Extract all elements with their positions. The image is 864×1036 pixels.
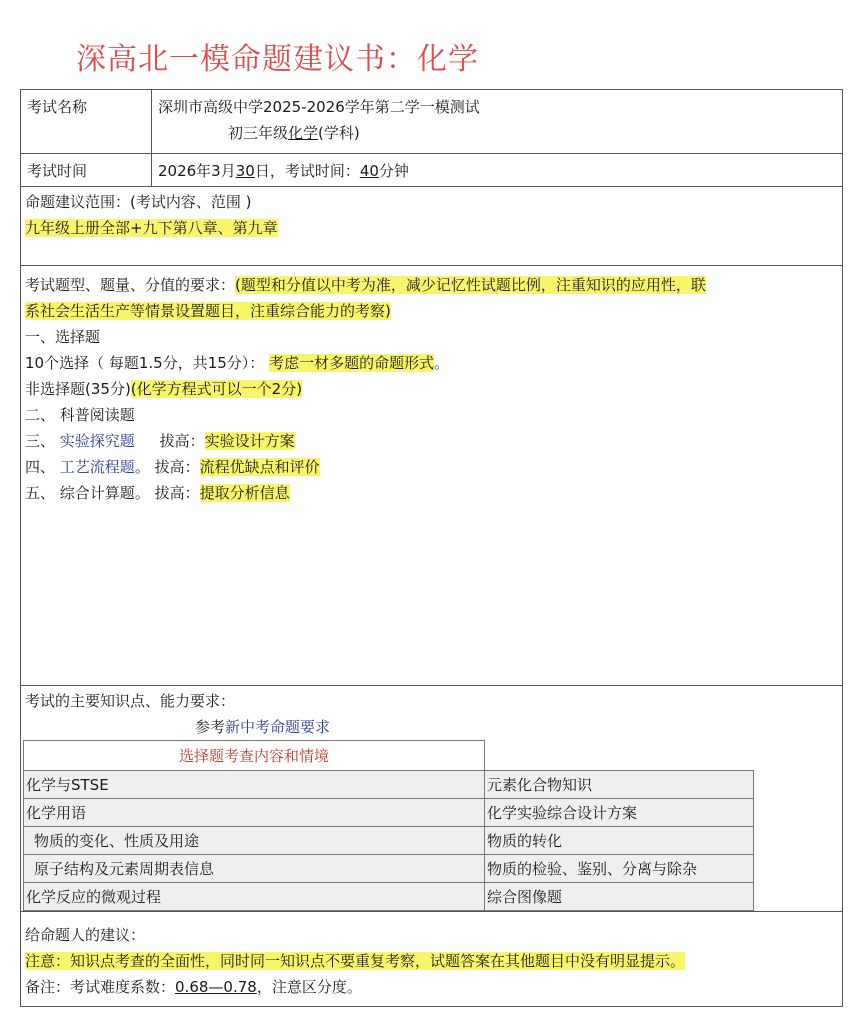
knowledge-heading: 考试的主要知识点、能力要求： [25,692,236,710]
ref-link[interactable]: 新中考命题要求 [225,718,331,736]
advice-heading: 给命题人的建议： [25,926,146,944]
item-calculation [25,480,838,506]
types-heading-line [25,272,838,298]
item-extra: 流程优缺点和评价 [199,458,320,476]
exam-name-line1: 深圳市高级中学2025-2026学年第二学一模测试 [158,98,480,116]
exam-name-value [152,90,842,153]
table-cell: 物质的变化、性质及用途 [24,827,485,855]
item-sep: 。 [134,484,150,502]
table-cell: 化学用语 [24,799,485,827]
advice-note: 注意：知识点考查的全面性，同时同一知识点不要重复考察，试题答案在其他题目中没有明显提示。 [25,952,686,970]
item-num: 四、 [25,458,56,476]
item-extra: 实验设计方案 [204,432,295,450]
table-cell: 化学反应的微观过程 [24,883,485,911]
exam-time-label: 考试时间 [21,154,152,186]
table-cell: 元素化合物知识 [485,771,754,799]
item-name: 实验探究题 [59,432,135,450]
non-mc-line [25,376,838,402]
table-row [24,855,754,883]
mc-end: 。 [434,354,450,372]
ref-prefix: 参考 [195,718,226,736]
table-cell: 原子结构及元素周期表信息 [24,855,485,883]
knowledge-row [21,686,842,912]
item-extra-label: 拔高： [154,458,200,476]
types-note-1: (题型和分值以中考为准，减少记忆性试题比例，注重知识的应用性，联 [235,276,706,294]
duration-unit: 分钟 [378,162,409,180]
duration-value: 40 [359,162,379,180]
advice-row [21,912,842,1007]
question-types-row [21,266,842,686]
exam-name-row [21,90,842,154]
table-cell: 物质的转化 [485,827,754,855]
item-num: 五、 [25,484,56,502]
item-name: 综合计算题 [59,484,135,502]
date-day: 30 [235,162,255,180]
subject-suffix: (学科) [318,124,360,142]
non-mc-note: (化学方程式可以一个2分) [130,380,303,398]
table-cell: 综合图像题 [485,883,754,911]
exam-time-value [152,154,842,186]
table-row [24,799,754,827]
knowledge-table-header: 选择题考查内容和情境 [24,741,485,771]
exam-name-line2 [158,120,836,146]
item-sep: 。 [134,458,150,476]
item-process [25,454,838,480]
item-num: 二、 [25,406,56,424]
exam-name-label: 考试名称 [21,90,152,153]
proposal-table [20,89,843,1007]
remark-suffix: ，注意区分度。 [256,978,362,996]
table-row [24,883,754,911]
item-name: 工艺流程题 [59,458,135,476]
item-name: 科普阅读题 [59,406,135,424]
scope-row [21,187,842,266]
header-spacer [485,741,754,771]
item-extra-label: 拔高： [159,432,205,450]
table-row [24,827,754,855]
mc-note: 考虑一材多题的命题形式 [269,354,435,372]
item-experiment [25,428,838,454]
knowledge-table [23,740,754,911]
remark-prefix: 备注：考试难度系数： [25,978,176,996]
table-row [24,771,754,799]
exam-time-row [21,154,842,187]
scope-heading: 命题建议范围：(考试内容、范围 ) [25,193,252,211]
page-title: 深高北一模命题建议书：化学 [76,42,479,77]
difficulty-value: 0.68—0.78 [175,978,257,996]
item-extra: 提取分析信息 [199,484,290,502]
scope-content: 九年级上册全部+九下第八章、第九章 [25,219,278,237]
mc-title: 一、选择题 [25,328,101,346]
advice-remark [25,974,838,1000]
table-cell: 物质的检验、鉴别、分离与除杂 [485,855,754,883]
non-mc: 非选择题(35分) [25,380,131,398]
item-extra-label: 拔高： [154,484,200,502]
mc-line [25,350,838,376]
date-prefix: 2026年3月 [158,162,236,180]
table-cell: 化学与STSE [24,771,485,799]
subject-text: 化学 [288,124,319,142]
grade-text: 初三年级 [228,124,289,142]
item-num: 三、 [25,432,56,450]
date-suffix: 日，考试时间： [254,162,360,180]
types-heading: 考试题型、题量、分值的要求： [25,276,236,294]
table-cell: 化学实验综合设计方案 [485,799,754,827]
mc-detail: 10个选择（ 每题1.5分，共15分）： [25,354,265,372]
knowledge-reference [25,714,838,740]
types-note-2: 系社会生活生产等情景设置题目，注重综合能力的考察) [25,302,391,320]
item-reading [25,402,838,428]
